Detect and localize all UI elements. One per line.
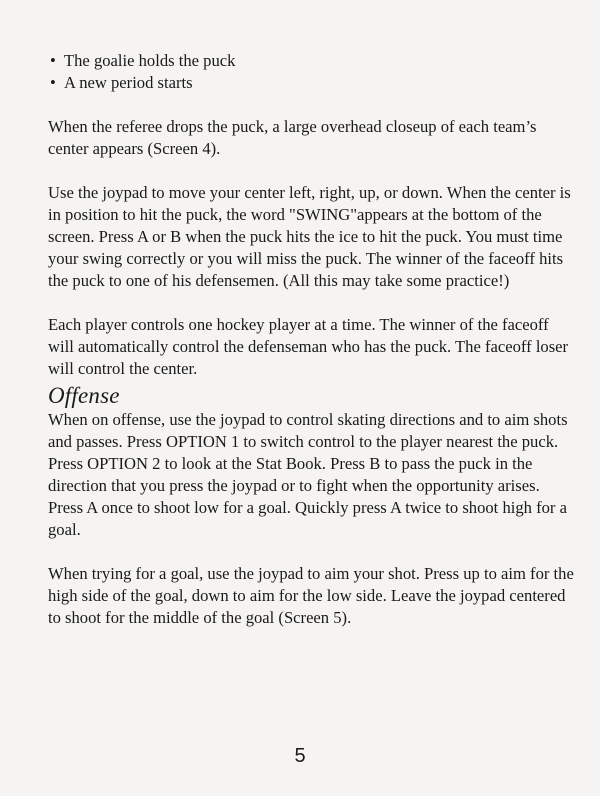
faceoff-swing-paragraph: Use the joypad to move your center left, right, up, or down. When the center is in position to hit the puck, the word "SWING"appears at the bottom of the screen. Press A or B when the puck hits the ice to hit the puck. You must time your swing correctly or you will miss the puck. The winner of the faceoff hits the puck to one of his defensemen. (All this may take some practice!) <box>48 183 571 290</box>
page-number: 5 <box>294 745 306 767</box>
spacer <box>48 541 578 563</box>
faceoff-closeup-paragraph: When the referee drops the puck, a large overhead closeup of each team’s center appears (Screen 4). <box>48 117 537 158</box>
goal-aim-paragraph: When trying for a goal, use the joypad to aim your shot. Press up to aim for the high side of the goal, down to aim for the low side. Leave the joypad centered to shoot for the middle of the goal (Screen 5). <box>48 564 574 627</box>
bullet-item: • The goalie holds the puck <box>48 50 578 72</box>
player-control-paragraph: Each player controls one hockey player at a time. The winner of the faceoff will automatically control the defenseman who has the puck. The faceoff loser will control the center. <box>48 315 569 378</box>
spacer <box>48 160 578 182</box>
page-content <box>48 50 578 629</box>
bullet-list <box>48 50 578 94</box>
spacer <box>48 292 578 314</box>
offense-heading: Offense <box>48 383 120 408</box>
offense-controls-paragraph: When on offense, use the joypad to control skating directions and to aim shots and passes. Press OPTION 1 to switch control to the player nearest the puck. Press OPTION 2 to look at the Stat Book. Press B to pass the puck in the direction that you press the joypad or to fight when the opportunity arises. Press A once to shoot low for a goal. Quickly press A twice to shoot high for a goal. <box>48 410 568 539</box>
spacer <box>48 94 578 116</box>
bullet-item: • A new period starts <box>48 72 578 94</box>
